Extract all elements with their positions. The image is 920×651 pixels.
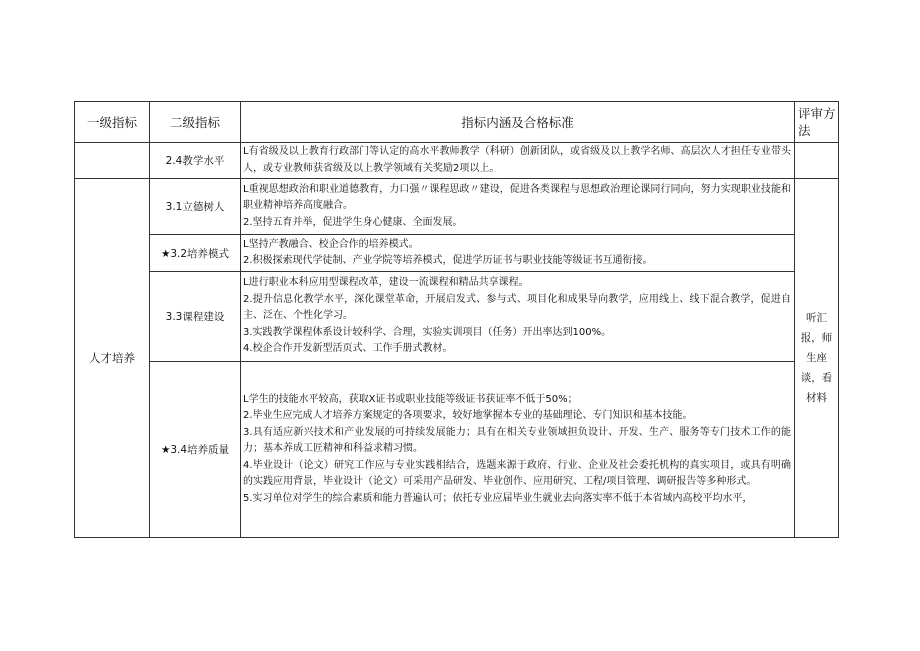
header-method: 评审方法 [795, 102, 839, 143]
method-cell-empty [795, 143, 839, 179]
criteria-line: L学生的技能水平较高，获取X证书或职业技能等级证书获证率不低于50%； [243, 393, 578, 405]
criteria-cell [241, 179, 795, 235]
level2-cell: ★3.4培养质量 [150, 362, 241, 538]
criteria-cell [241, 235, 795, 272]
criteria-cell [241, 143, 795, 179]
criteria-table [74, 101, 839, 538]
header-level2: 二级指标 [150, 102, 241, 143]
header-content: 指标内涵及合格标准 [241, 102, 795, 143]
table-row [75, 272, 839, 362]
criteria-cell [241, 362, 795, 538]
table-row [75, 143, 839, 179]
criteria-line: L有省级及以上教育行政部门等认定的高水平教师教学（科研）创新团队，或省级及以上教学名师、高层次人才担任专业带头人，或专业教师获省级及以上教学领域有关奖励2项以上。 [243, 146, 791, 174]
criteria-line: 2.毕业生应完成人才培养方案规定的各项要求，较好地掌握本专业的基础理论、专门知识和基本技能。 [243, 410, 693, 422]
criteria-cell [241, 272, 795, 362]
criteria-line: L进行职业本科应用型课程改革，建设一流课程和精品共享课程。 [243, 277, 529, 289]
criteria-line: 4.校企合作开发新型活页式、工作手册式教材。 [243, 343, 453, 355]
level2-cell: 3.1立德树人 [150, 179, 241, 235]
criteria-line: 2.提升信息化教学水平，深化课堂革命，开展启发式、参与式、项目化和成果导向教学，应用线上、线下混合教学，促进自主、泛在、个性化学习。 [243, 293, 791, 322]
method-cell: 听汇报，师生座谈，看材料 [795, 179, 839, 538]
level2-cell: 2.4教学水平 [150, 143, 241, 179]
level1-cell: 人才培养 [75, 179, 150, 538]
criteria-line: L坚持产教融合、校企合作的培养模式。 [243, 238, 419, 250]
criteria-line: 2.积极探索现代学徒制、产业学院等培养模式，促进学历证书与职业技能等级证书互通衔接。 [243, 255, 653, 266]
header-row [75, 102, 839, 143]
criteria-line: L重视思想政治和职业道德教育，力口强〃课程思政〃建设，促进各类课程与思想政治理论课同行同向，努力实现职业技能和职业精神培养高度融合。 [243, 183, 791, 212]
level2-cell: 3.3课程建设 [150, 272, 241, 362]
header-level1: 一级指标 [75, 102, 150, 143]
level2-cell: ★3.2培养模式 [150, 235, 241, 272]
level1-cell-empty [75, 143, 150, 179]
table-row [75, 235, 839, 272]
criteria-line: 3.具有适应新兴技术和产业发展的可持续发展能力；具有在相关专业领域担负设计、开发、生产、服务等专门技术工作的能力；基本养成工匠精神和科益求精习惯。 [243, 426, 791, 455]
table-row [75, 179, 839, 235]
criteria-line: 5.实习单位对学生的综合素质和能力普遍认可；依托专业应届毕业生就业去向落实率不低于本省域内高校平均水平， [243, 492, 753, 504]
criteria-line: 2.坚持五育并举，促进学生身心健康、全面发展。 [243, 216, 463, 228]
table-row [75, 362, 839, 538]
criteria-line: 3.实践教学课程体系设计较科学、合理，实验实训项目（任务）开出率达到100%。 [243, 326, 612, 338]
criteria-line: 4.毕业设计（论文）研究工作应与专业实践相结合，选题来源于政府、行业、企业及社会委托机构的真实项目，或具有明确的实践应用背景，毕业设计（论文）可采用产品研发、毕业创作、应用研究、工程/项目管理、调研报告等多种形式。 [243, 459, 791, 488]
